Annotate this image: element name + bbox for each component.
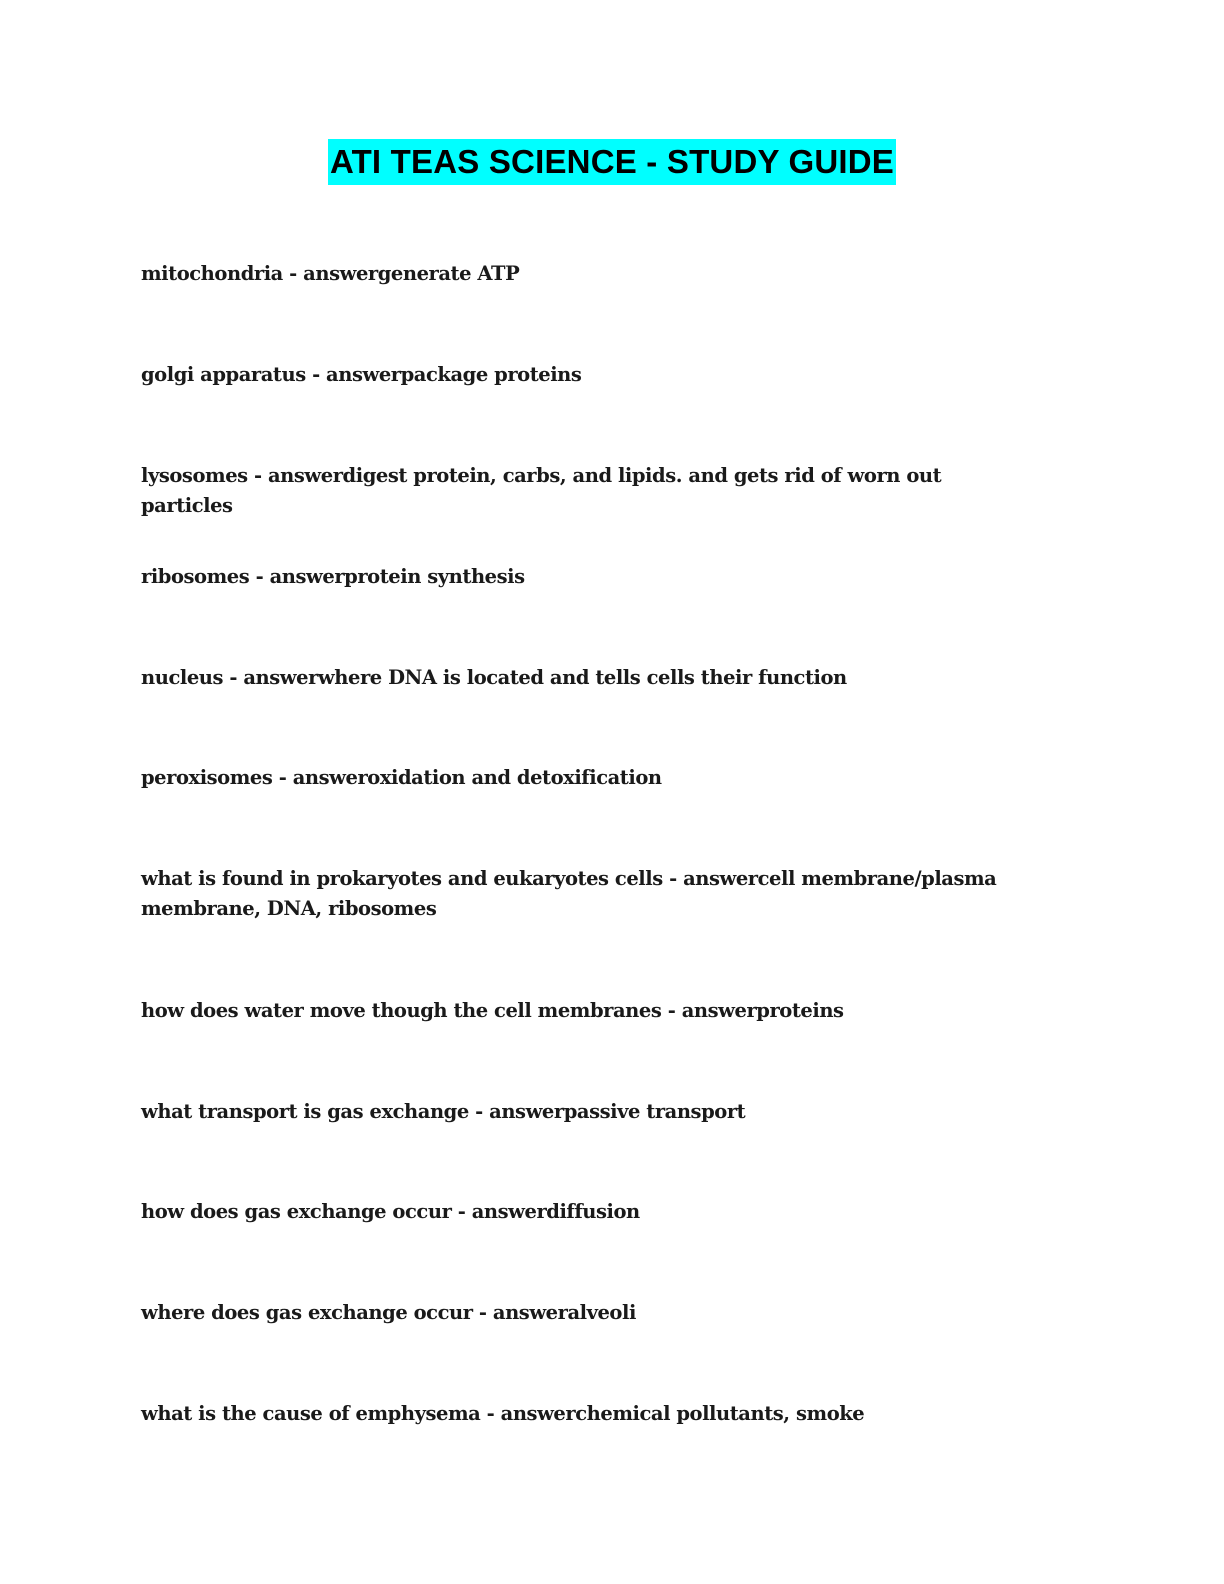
qa-entry: golgi apparatus - answerpackage proteins <box>141 363 582 386</box>
qa-entry: mitochondria - answergenerate ATP <box>141 262 520 285</box>
qa-entry: peroxisomes - answeroxidation and detoxification <box>141 766 662 789</box>
qa-entry: what is the cause of emphysema - answerchemical pollutants, smoke <box>141 1402 865 1425</box>
qa-entry: how does gas exchange occur - answerdiffusion <box>141 1200 640 1223</box>
qa-entry: nucleus - answerwhere DNA is located and tells cells their function <box>141 666 847 689</box>
title-container <box>0 139 1224 185</box>
qa-entry: lysosomes - answerdigest protein, carbs, and lipids. and gets rid of worn out particles <box>141 464 942 517</box>
qa-entry: what transport is gas exchange - answerpassive transport <box>141 1100 746 1123</box>
document-title: ATI TEAS SCIENCE - STUDY GUIDE <box>328 139 896 185</box>
qa-entry: how does water move though the cell membranes - answerproteins <box>141 999 844 1022</box>
qa-entry: where does gas exchange occur - answeralveoli <box>141 1301 636 1324</box>
qa-entry: ribosomes - answerprotein synthesis <box>141 565 525 588</box>
qa-entry: what is found in prokaryotes and eukaryotes cells - answercell membrane/plasma membrane, DNA, ribosomes <box>141 867 997 920</box>
